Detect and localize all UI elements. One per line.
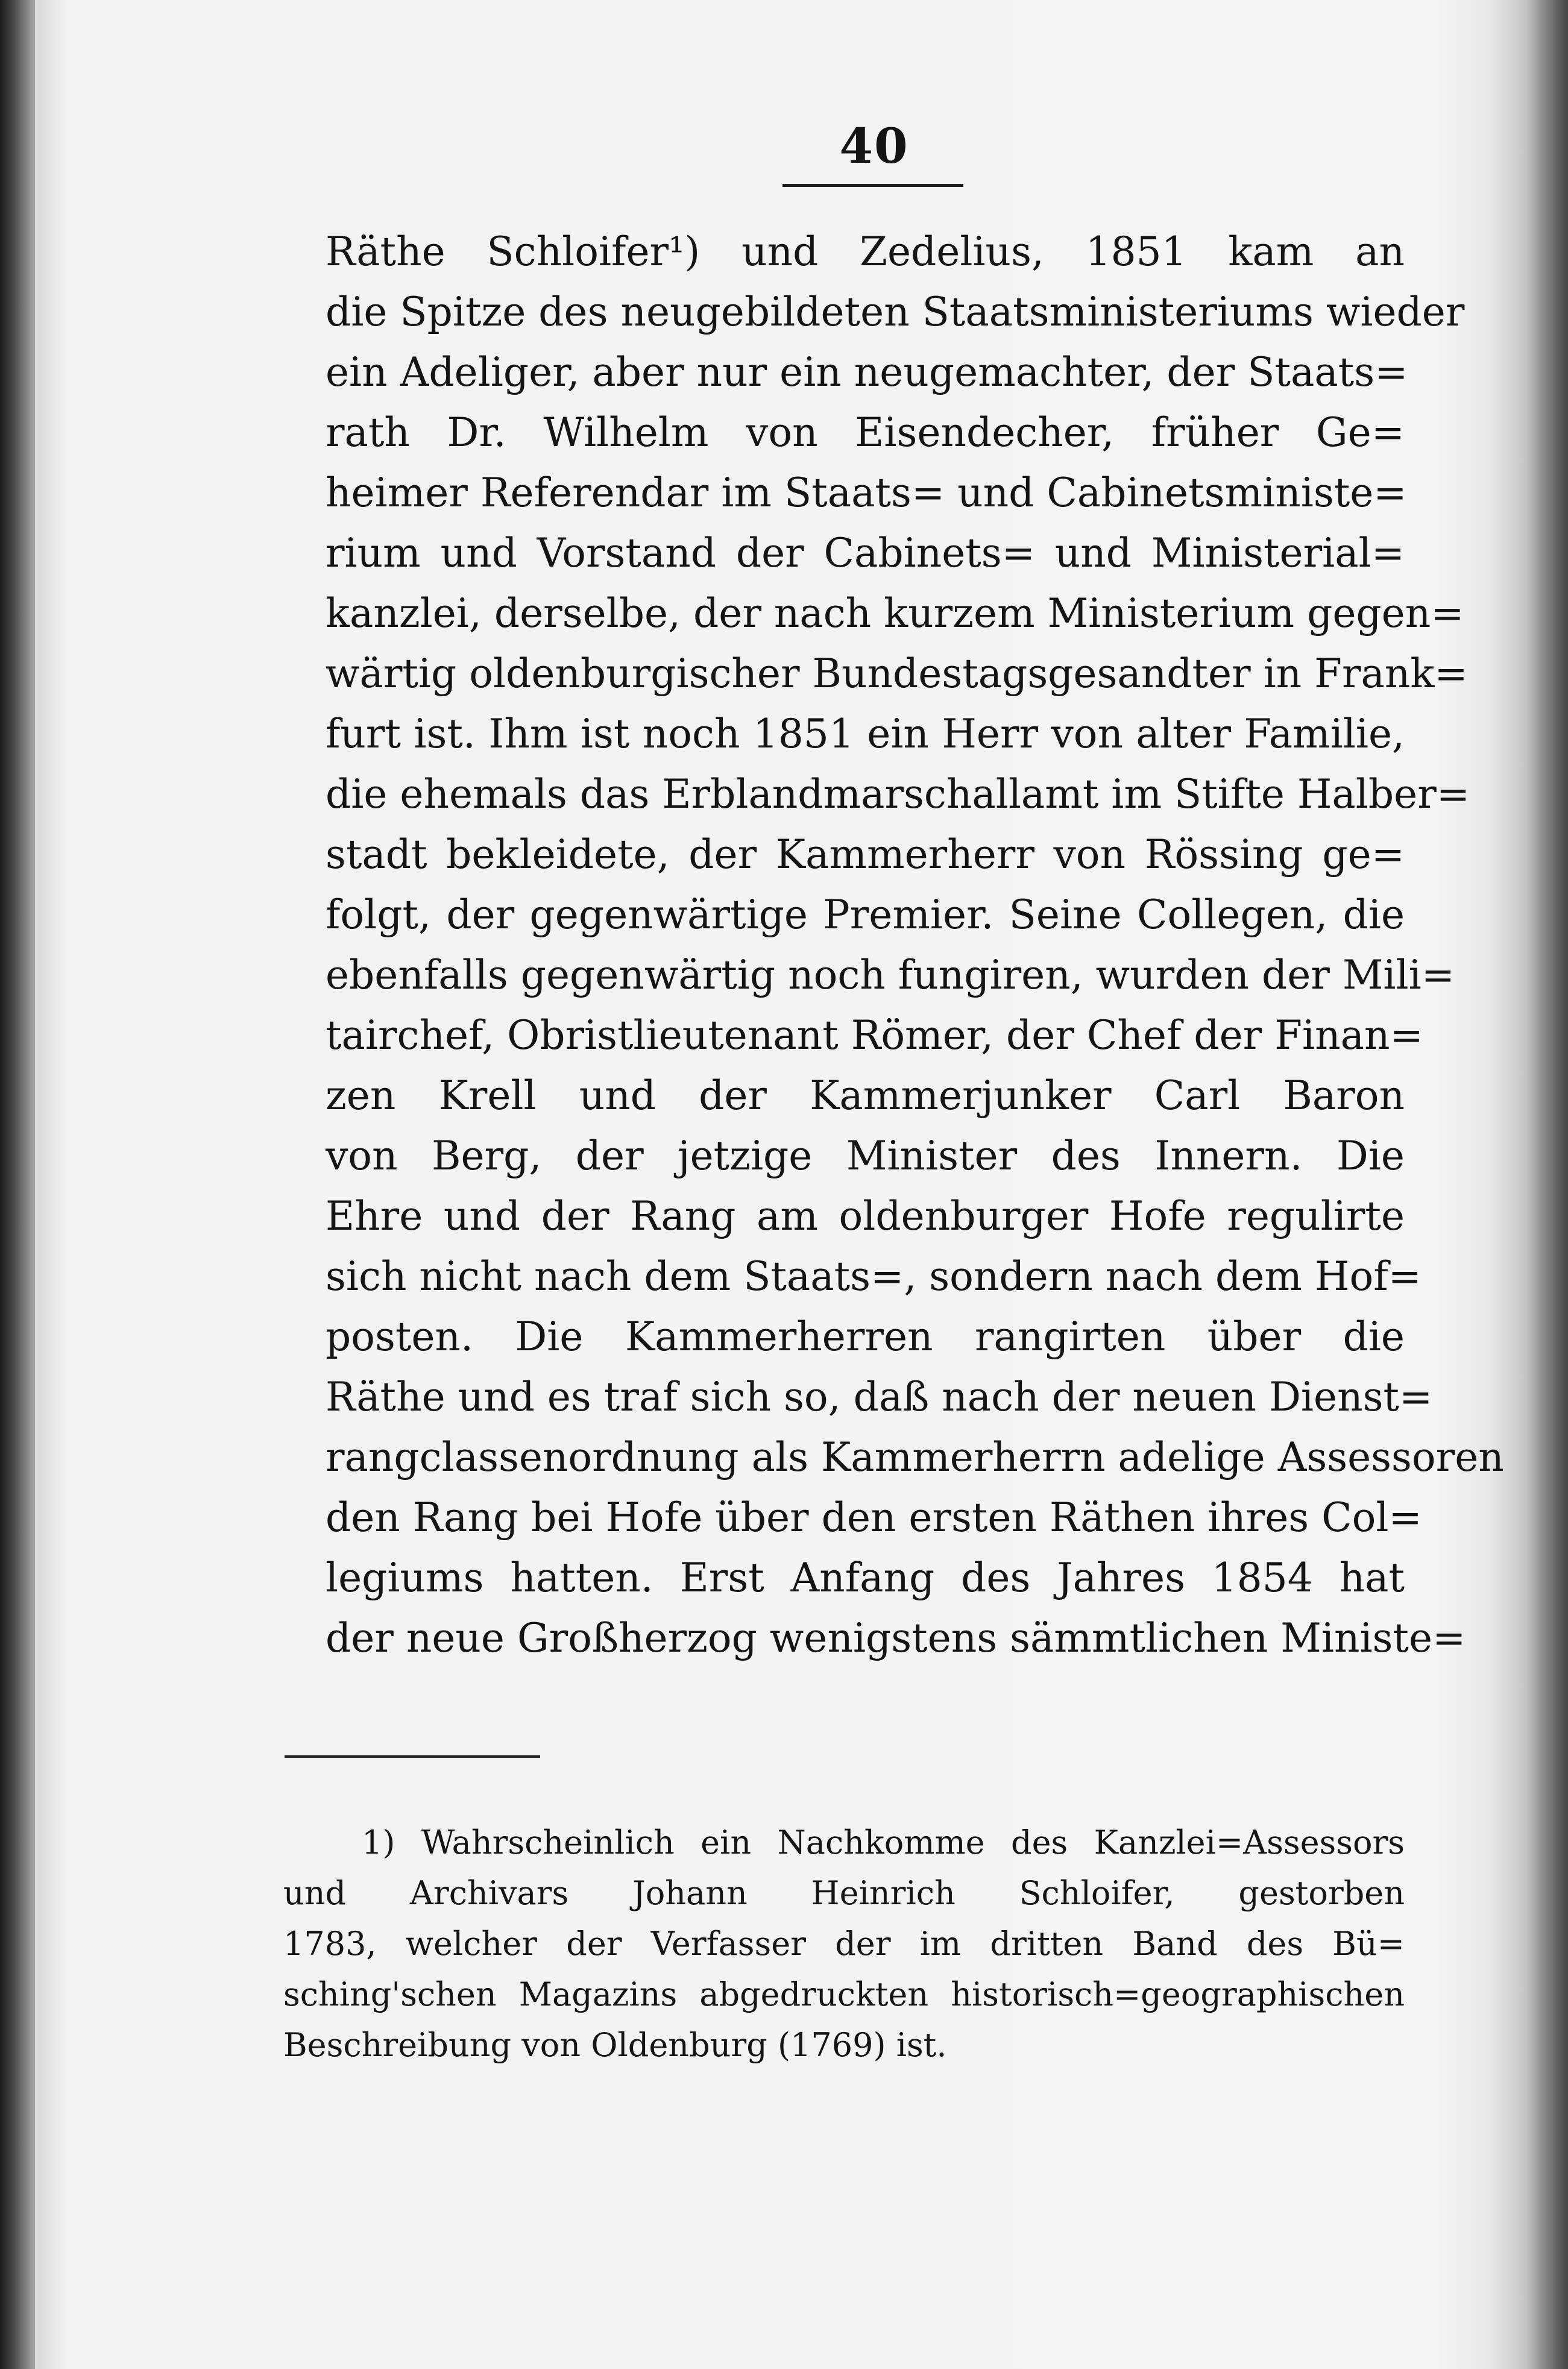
footnote-line: Beschreibung von Oldenburg (1769) ist. <box>283 2026 947 2064</box>
footnote-block <box>283 1817 1405 2071</box>
text-line: stadt bekleidete, der Kammerherr von Rössing ge= <box>326 831 1405 878</box>
text-line: der neue Großherzog wenigstens sämmtlichen Ministe= <box>326 1615 1466 1661</box>
text-line: heimer Referendar im Staats= und Cabinetsministe= <box>326 470 1407 516</box>
text-line: die ehemals das Erblandmarschallamt im Stifte Halber= <box>326 771 1470 817</box>
footnote-line: 1) Wahrscheinlich ein Nachkomme des Kanzlei=Assessors <box>362 1823 1405 1861</box>
footnote-separator <box>285 1755 540 1758</box>
text-line: rangclassenordnung als Kammerherrn adelige Assessoren <box>326 1434 1504 1480</box>
text-line: posten. Die Kammerherren rangirten über die <box>326 1313 1405 1360</box>
main-text-block <box>326 222 1504 1669</box>
page-edge-shadow <box>1526 0 1568 2369</box>
page-number-underline <box>782 184 963 187</box>
text-line: rium und Vorstand der Cabinets= und Ministerial= <box>326 530 1405 576</box>
text-line: von Berg, der jetzige Minister des Innern. Die <box>326 1133 1405 1179</box>
text-line: furt ist. Ihm ist noch 1851 ein Herr von alter Familie, <box>326 711 1405 757</box>
text-line: die Spitze des neugebildeten Staatsministeriums wieder <box>326 289 1465 335</box>
page-number: 40 <box>839 118 909 174</box>
text-line: tairchef, Obristlieutenant Römer, der Chef der Finan= <box>326 1012 1423 1059</box>
text-line: zen Krell und der Kammerjunker Carl Baron <box>326 1072 1405 1119</box>
text-line: Ehre und der Rang am oldenburger Hofe regulirte <box>326 1193 1405 1239</box>
text-line: rath Dr. Wilhelm von Eisendecher, früher Ge= <box>326 409 1405 456</box>
text-line: ebenfalls gegenwärtig noch fungiren, wurden der Mili= <box>326 952 1455 998</box>
text-line: ein Adeliger, aber nur ein neugemachter, der Staats= <box>326 349 1408 395</box>
book-spine-shadow <box>0 0 35 2369</box>
footnote-line: 1783, welcher der Verfasser der im dritten Band des Bü= <box>283 1925 1405 1963</box>
text-line: wärtig oldenburgischer Bundestagsgesandter in Frank= <box>326 650 1468 697</box>
text-line: Räthe und es traf sich so, daß nach der neuen Dienst= <box>326 1374 1433 1420</box>
footnote-line: sching'schen Magazins abgedruckten historisch=geographischen <box>283 1975 1405 2013</box>
footnote-line: und Archivars Johann Heinrich Schloifer, gestorben <box>283 1874 1405 1912</box>
text-line: den Rang bei Hofe über den ersten Räthen ihres Col= <box>326 1494 1422 1541</box>
text-line: kanzlei, derselbe, der nach kurzem Ministerium gegen= <box>326 590 1464 637</box>
text-line: folgt, der gegenwärtige Premier. Seine Collegen, die <box>326 892 1405 938</box>
text-line: sich nicht nach dem Staats=, sondern nach dem Hof= <box>326 1253 1422 1300</box>
text-line: legiums hatten. Erst Anfang des Jahres 1854 hat <box>326 1555 1405 1601</box>
text-line: Räthe Schloifer¹) und Zedelius, 1851 kam an <box>326 228 1405 275</box>
